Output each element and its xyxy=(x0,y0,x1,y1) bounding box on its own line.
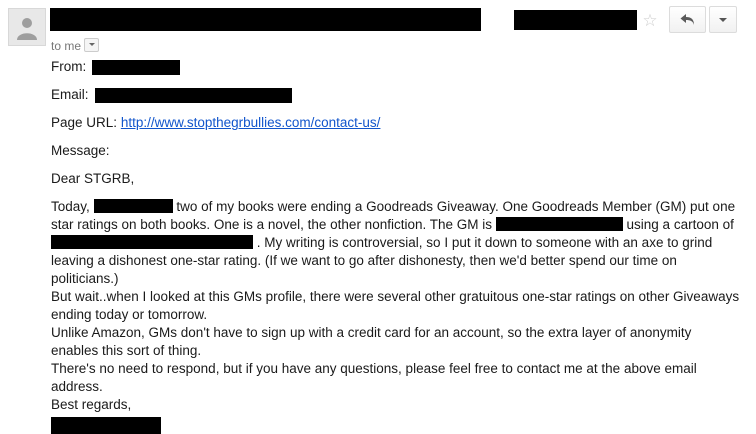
greeting-text: Dear STGRB, xyxy=(51,171,135,186)
person-avatar-icon xyxy=(16,16,38,40)
more-options-button[interactable] xyxy=(709,6,737,33)
paragraph-1 xyxy=(51,198,741,288)
email-body xyxy=(0,58,756,434)
member-name-redacted xyxy=(496,217,623,231)
recipients-details-chevron-icon[interactable] xyxy=(84,38,99,52)
page-url-label: Page URL: xyxy=(51,115,118,130)
from-field xyxy=(51,58,756,76)
email-field xyxy=(51,86,756,104)
signature-redacted xyxy=(51,417,161,434)
reply-arrow-icon xyxy=(679,12,696,27)
paragraph-3: Unlike Amazon, GMs don't have to sign up with a credit card for an account, so the extra layer of anonymity enables this sort of thing. xyxy=(51,325,692,358)
sender-name-redacted xyxy=(50,8,481,31)
signoff-text: Best regards, xyxy=(51,397,132,412)
reply-button[interactable] xyxy=(669,6,706,33)
star-icon[interactable]: ☆ xyxy=(642,11,658,30)
from-label: From: xyxy=(51,59,87,74)
recipients-label: to me xyxy=(51,39,82,53)
paragraph-4: There's no need to respond, but if you have any questions, please feel free to contact me at the above email address. xyxy=(51,361,697,394)
message-label: Message: xyxy=(51,143,110,158)
subject-redacted xyxy=(514,10,637,30)
recipients-line[interactable] xyxy=(51,36,99,53)
avatar-description-redacted xyxy=(51,235,253,249)
paragraph-1-part-c: using a cartoon of xyxy=(626,217,734,232)
paragraph-1-part-d: . My writing is controversial, so I put it down to someone with an axe to grind leaving a dishonest one-star rating. (If we want to go after dishonesty, then we'd better spend our time on politicians.) xyxy=(51,235,713,286)
paragraph-2: But wait..when I looked at this GMs profile, there were several other gratuitous one-star ratings on other Giveaways ending today or tomorrow. xyxy=(51,289,740,322)
paragraph-1-part-b: two of my books were ending a Goodreads Giveaway. One Goodreads Member (GM) put one star ratings on both books. One is a novel, the other nonfiction. The GM is xyxy=(51,199,736,232)
from-value-redacted xyxy=(92,60,180,75)
page-url-field xyxy=(51,114,756,132)
page-url-link[interactable]: http://www.stopthegrbullies.com/contact-us/ xyxy=(120,115,381,130)
email-value-redacted xyxy=(95,88,292,103)
email-label: Email: xyxy=(51,87,89,102)
email-header xyxy=(0,0,756,58)
avatar xyxy=(8,8,46,46)
date-redacted xyxy=(94,199,173,213)
chevron-down-icon xyxy=(719,18,727,22)
paragraph-1-part-a: Today, xyxy=(51,199,90,214)
